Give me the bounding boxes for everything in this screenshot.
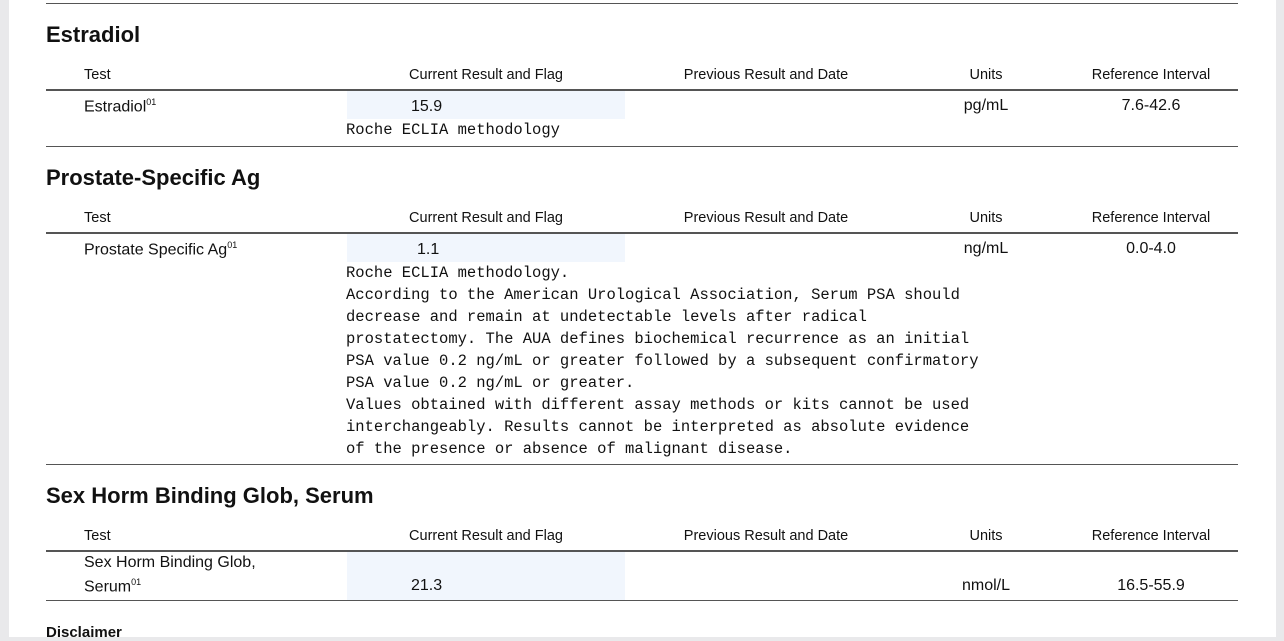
disclaimer-heading: Disclaimer [46,624,122,641]
units: ng/mL [963,240,1009,257]
test-name-cont [84,577,141,596]
header-reference: Reference Interval [1091,210,1211,226]
table-header [46,528,1238,552]
footnote-ref: 01 [227,240,238,250]
header-current: Current Result and Flag [409,528,563,544]
result-note: Roche ECLIA methodology [346,121,560,139]
section-title: Estradiol [46,22,141,47]
header-previous: Previous Result and Date [683,528,849,544]
header-units: Units [969,528,1003,544]
result-value: 21.3 [411,577,443,594]
reference-interval: 0.0-4.0 [1126,240,1176,257]
header-test: Test [84,210,111,226]
header-previous: Previous Result and Date [683,67,849,83]
result-note: Roche ECLIA methodology. According to the American Urological Association, Serum PSA should decrease and remain at undetectable levels after radical prostatectomy. The AUA defines biochemical recurrence as an initial PSA value 0.2 ng/mL or greater followed by a subsequent confirmatory PSA value 0.2 ng/mL or greater. Values obtained with different assay methods or kits cannot be used interchangeably. Results cannot be interpreted as absolute evidence of the presence or absence of malignant disease. [346,264,979,458]
test-name: Sex Horm Binding Glob, [84,554,256,571]
table-row [46,552,1238,601]
header-current: Current Result and Flag [409,67,563,83]
header-reference: Reference Interval [1091,528,1211,544]
result-value: 15.9 [411,98,443,115]
test-label: Estradiol [84,98,147,116]
reference-interval: 7.6-42.6 [1121,97,1181,114]
reference-interval: 16.5-55.9 [1117,577,1185,594]
header-test: Test [84,528,111,544]
result-value: 1.1 [417,241,440,258]
test-label: Serum [84,578,132,596]
test-name [84,97,156,116]
section-title: Prostate-Specific Ag [46,165,261,190]
result-highlight [347,234,625,262]
table-header [46,210,1238,234]
result-highlight [347,552,625,600]
test-label: Prostate Specific Ag [84,241,228,259]
footnote-ref: 01 [131,577,142,587]
header-units: Units [969,67,1003,83]
header-previous: Previous Result and Date [683,210,849,226]
section-title: Sex Horm Binding Glob, Serum [46,483,374,508]
table-header [46,67,1238,91]
header-reference: Reference Interval [1091,67,1211,83]
header-current: Current Result and Flag [409,210,563,226]
test-name [84,240,237,259]
header-units: Units [969,210,1003,226]
table-row [46,234,1238,465]
header-test: Test [84,67,111,83]
footnote-ref: 01 [146,97,157,107]
table-row [46,91,1238,147]
result-highlight [347,91,625,119]
report-page [9,0,1276,641]
units: pg/mL [963,97,1009,114]
units: nmol/L [961,577,1011,594]
divider [46,3,1238,4]
